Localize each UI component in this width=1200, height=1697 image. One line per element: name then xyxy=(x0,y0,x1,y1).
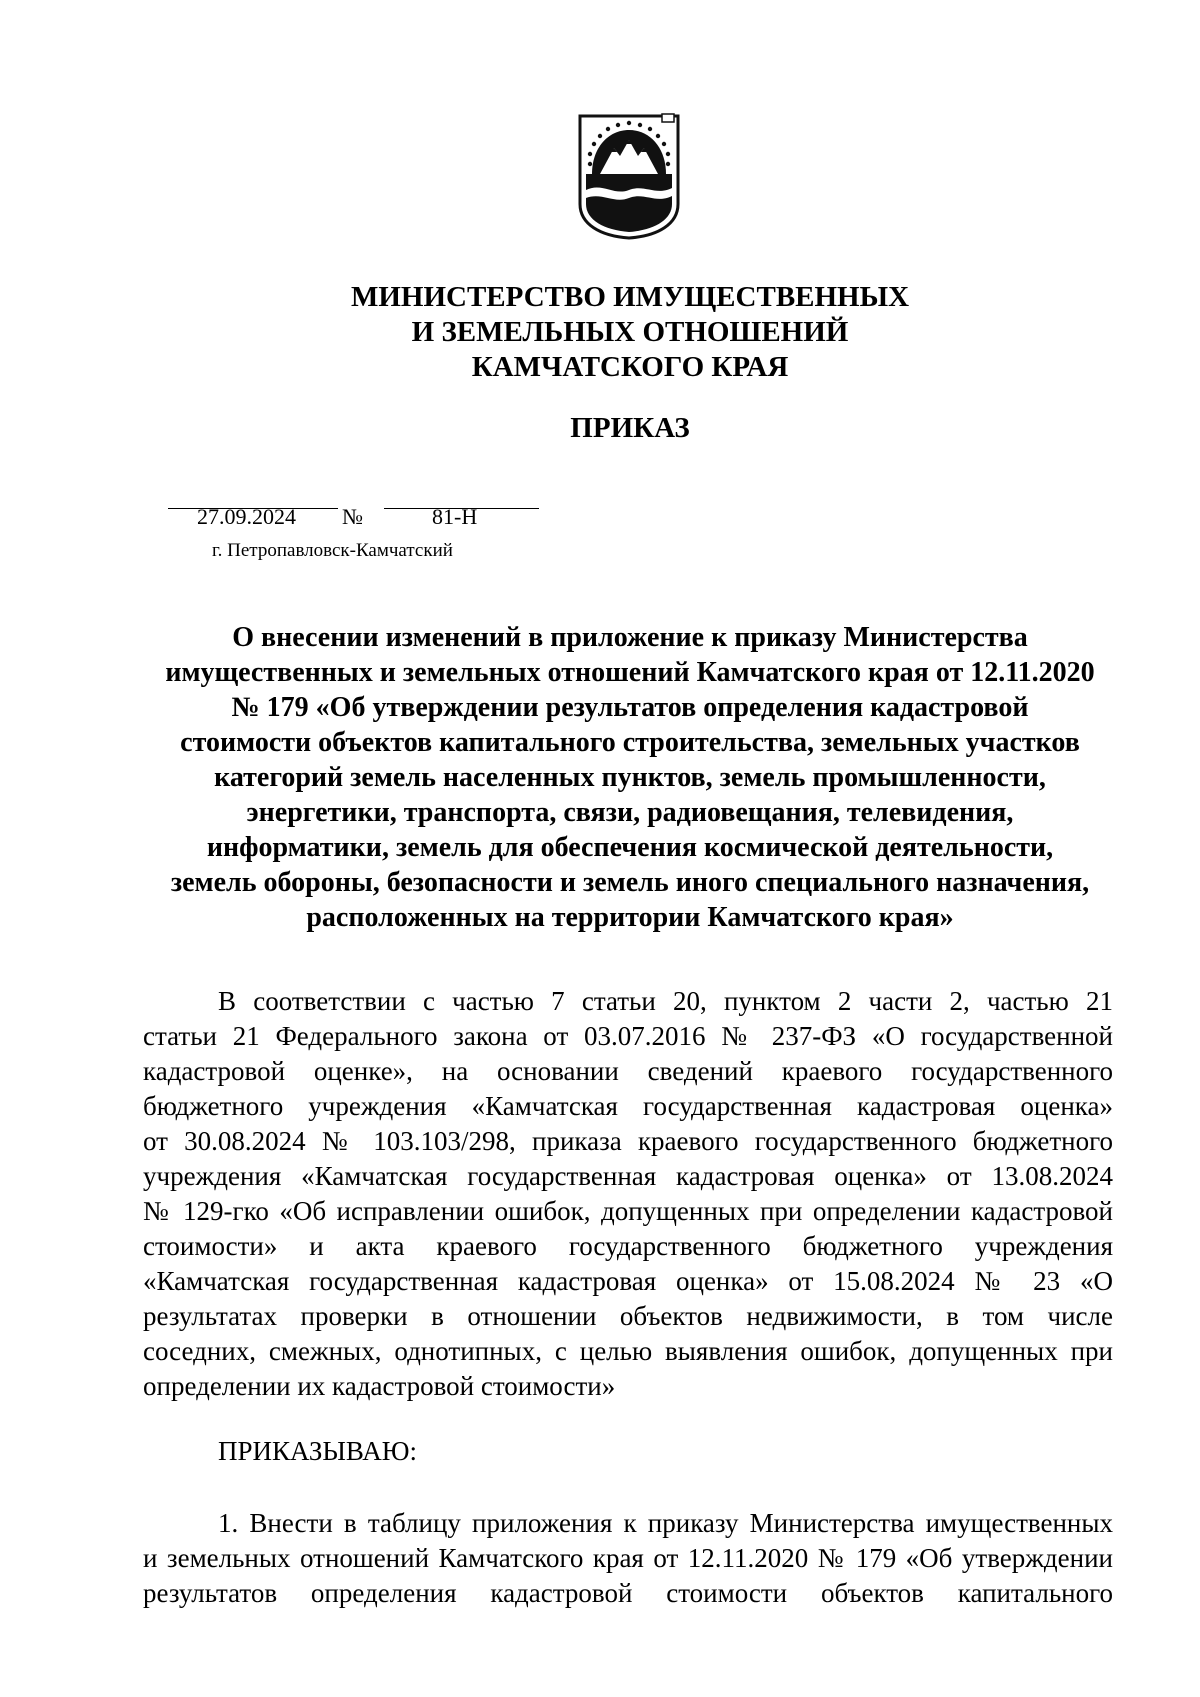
command-word: ПРИКАЗЫВАЮ: xyxy=(218,1436,417,1466)
item-1-paragraph xyxy=(143,1506,1113,1611)
subject-line: имущественных и земельных отношений Камчатского края от 12.11.2020 xyxy=(165,657,1095,688)
ministry-line: КАМЧАТСКОГО КРАЯ xyxy=(471,351,789,383)
subject-line: информатики, земель для обеспечения космической деятельности, xyxy=(206,832,1054,863)
kamchatka-coat-of-arms-icon xyxy=(578,112,680,240)
preamble-line: стоимости» и акта краевого государственного бюджетного учреждения xyxy=(143,1231,1113,1261)
item-line: результатов определения кадастровой стоимости объектов капитального xyxy=(143,1578,1113,1608)
document-date: 27.09.2024 xyxy=(197,504,296,529)
subject-line: стоимости объектов капитального строительства, земельных участков xyxy=(180,727,1080,758)
item-line: 1. Внести в таблицу приложения к приказу Министерства имущественных xyxy=(218,1508,1113,1538)
ministry-line: И ЗЕМЕЛЬНЫХ ОТНОШЕНИЙ xyxy=(411,316,849,348)
document-number: 81-Н xyxy=(432,504,478,529)
preamble-line: соседних, смежных, однотипных, с целью выявления ошибок, допущенных при xyxy=(143,1336,1113,1366)
preamble-line: результатах проверки в отношении объектов недвижимости, в том числе xyxy=(143,1301,1113,1331)
preamble-paragraph xyxy=(143,984,1113,1404)
subject-line: расположенных на территории Камчатского края» xyxy=(306,902,954,933)
ministry-name xyxy=(200,280,1060,385)
ministry-line: МИНИСТЕРСТВО ИМУЩЕСТВЕННЫХ xyxy=(350,281,910,313)
preamble-line: кадастровой оценке», на основании сведений краевого государственного xyxy=(143,1056,1113,1086)
preamble-line: определении их кадастровой стоимости» xyxy=(143,1371,616,1401)
document-city: г. Петропавловск-Камчатский xyxy=(212,540,453,561)
preamble-line: от 30.08.2024 № 103.103/298, приказа краевого государственного бюджетного xyxy=(143,1126,1113,1156)
preamble-line: «Камчатская государственная кадастровая оценка» от 15.08.2024 № 23 «О xyxy=(143,1266,1113,1296)
subject-line: категорий земель населенных пунктов, земель промышленности, xyxy=(214,762,1046,793)
preamble-line: учреждения «Камчатская государственная кадастровая оценка» от 13.08.2024 xyxy=(143,1161,1113,1191)
preamble-line: В соответствии с частью 7 статьи 20, пунктом 2 части 2, частью 21 xyxy=(218,986,1113,1016)
document-type: ПРИКАЗ xyxy=(570,412,690,444)
item-line: и земельных отношений Камчатского края от 12.11.2020 № 179 «Об утверждении xyxy=(143,1543,1113,1573)
subject-line: земель обороны, безопасности и земель иного специального назначения, xyxy=(170,867,1090,898)
document-subject xyxy=(130,620,1130,935)
subject-line: О внесении изменений в приложение к приказу Министерства xyxy=(232,622,1028,653)
subject-line: № 179 «Об утверждении результатов определения кадастровой xyxy=(231,692,1029,723)
subject-line: энергетики, транспорта, связи, радиовещания, телевидения, xyxy=(246,797,1014,828)
preamble-line: № 129-гко «Об исправлении ошибок, допущенных при определении кадастровой xyxy=(143,1196,1113,1226)
number-sign: № xyxy=(342,504,363,529)
preamble-line: статьи 21 Федерального закона от 03.07.2016 № 237-ФЗ «О государственной xyxy=(143,1021,1113,1051)
preamble-line: бюджетного учреждения «Камчатская государственная кадастровая оценка» xyxy=(143,1091,1113,1121)
